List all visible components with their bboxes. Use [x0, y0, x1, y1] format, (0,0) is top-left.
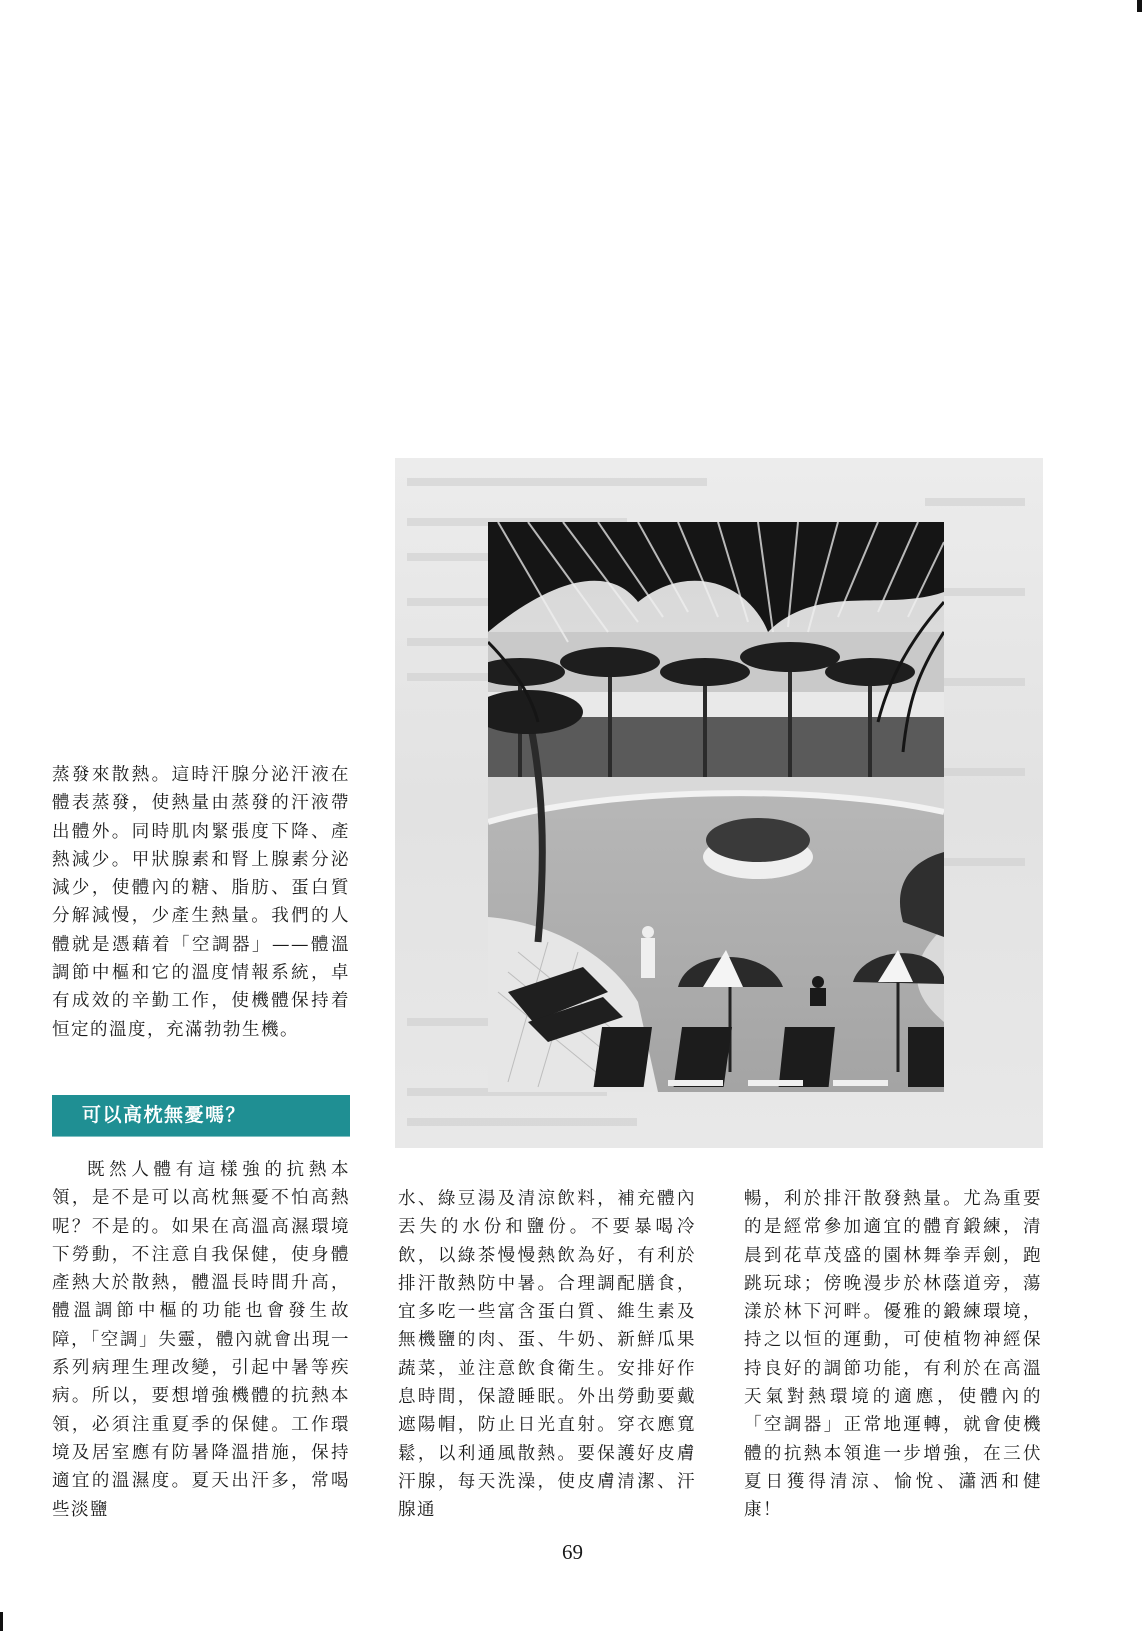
paragraph: 暢，利於排汗散發熱量。尤為重要的是經常參加適宜的體育鍛練，清晨到花草茂盛的園林舞拳弄劍，跑跳玩球；傍晚漫步於林蔭道旁，蕩漾於林下河畔。優雅的鍛練環境，持之以恒的運動，可使植物神經保持良好的調節功能，有利於在高溫天氣對熱環境的適應，使體內的「空調器」正常地運轉，就會使機體的抗熱本領進一步增強，在三伏夏日獲得清涼、愉悅、瀟洒和健康！	[744, 1189, 1042, 1521]
body-text-column-left	[52, 1156, 350, 1524]
body-text-column-left-upper	[52, 761, 350, 1044]
section-heading: 可以高枕無憂嗎？	[52, 1095, 350, 1136]
page-number: 69	[562, 1540, 583, 1564]
scan-mark	[1137, 0, 1142, 12]
paragraph: 既然人體有這樣強的抗熱本領，是不是可以高枕無憂不怕高熱呢？不是的。如果在高溫高濕環境下勞動，不注意自我保健，使身體產熱大於散熱，體溫長時間升高，體溫調節中樞的功能也會發生故障，「空調」失靈，體內就會出現一系列病理生理改變，引起中暑等疾病。所以，要想增強機體的抗熱本領，必須注重夏季的保健。工作環境及居室應有防暑降溫措施，保持適宜的溫濕度。夏天出汗多，常喝些淡鹽	[52, 1160, 350, 1520]
paragraph: 蒸發來散熱。這時汗腺分泌汗液在體表蒸發，使熱量由蒸發的汗液帶出體外。同時肌肉緊張度下降、產熱減少。甲狀腺素和腎上腺素分泌減少，使體內的糖、脂肪、蛋白質分解減慢，少產生熱量。我們的人體就是憑藉着「空調器」——體溫調節中樞和它的溫度情報系統，卓有成效的辛勤工作，使機體保持着恒定的溫度，充滿勃勃生機。	[52, 765, 350, 1040]
paragraph: 水、綠豆湯及清涼飲料，補充體內丟失的水份和鹽份。不要暴喝冷飲，以綠茶慢慢熱飲為好，有利於排汗散熱防中暑。合理調配膳食，宜多吃一些富含蛋白質、維生素及無機鹽的肉、蛋、牛奶、新鮮瓜果蔬菜，並注意飲食衛生。安排好作息時間，保證睡眠。外出勞動要戴遮陽帽，防止日光直射。穿衣應寬鬆，以利通風散熱。要保護好皮膚汗腺，每天洗澡，使皮膚清潔、汗腺通	[398, 1189, 696, 1521]
resort-pool-photo	[488, 522, 944, 1092]
scan-mark	[0, 1612, 3, 1631]
body-text-column-middle	[398, 1185, 696, 1525]
body-text-column-right	[744, 1185, 1042, 1525]
